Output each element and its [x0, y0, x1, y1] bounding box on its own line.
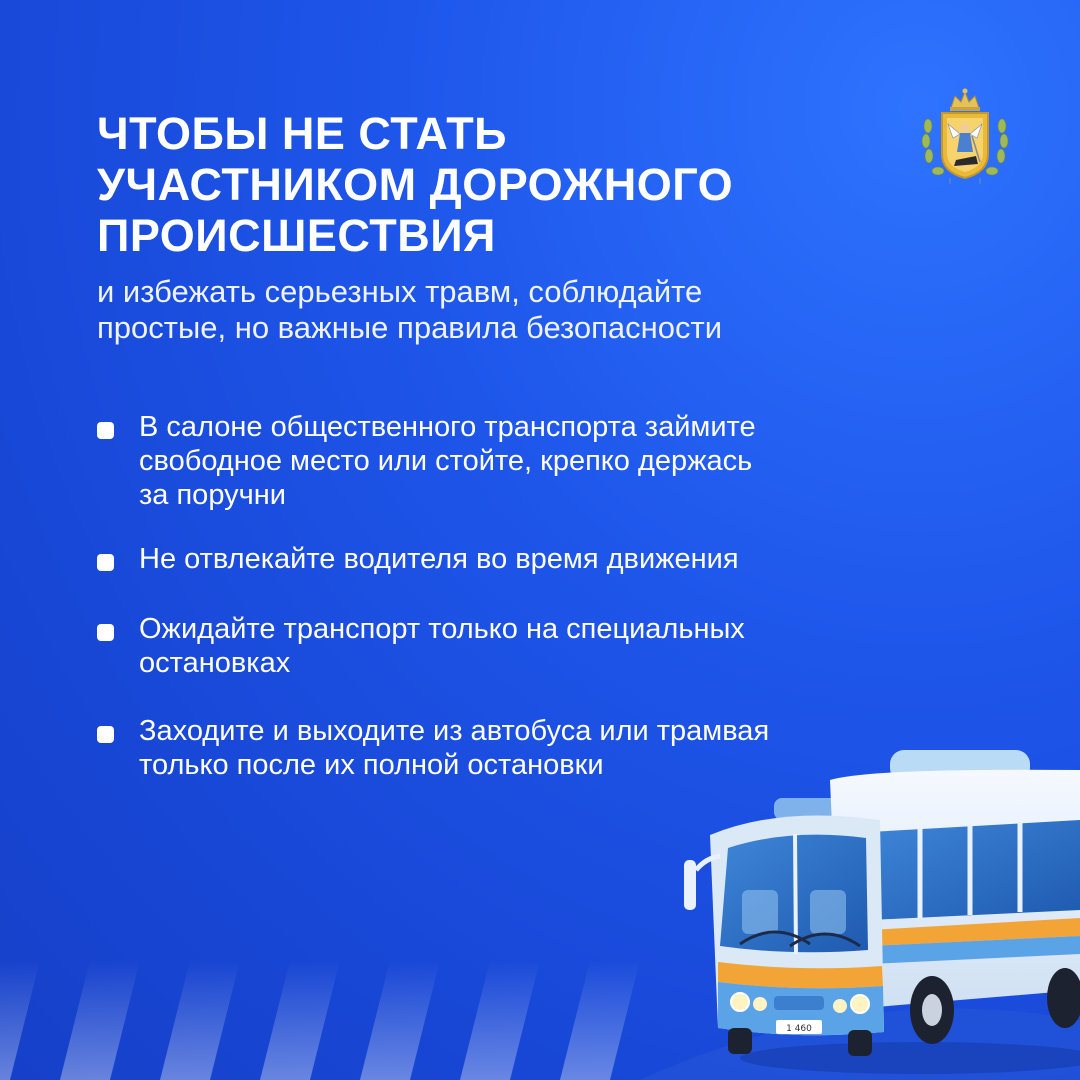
title-line-2: УЧАСТНИКОМ ДОРОЖНОГО: [97, 159, 734, 210]
rule-line: Ожидайте транспорт только на специальных: [139, 613, 745, 645]
subtitle: [97, 274, 897, 346]
subtitle-line-1: и избежать серьезных травм, соблюдайте: [97, 274, 703, 309]
bus-illustration-icon: [670, 740, 1080, 1080]
rule-text: [139, 542, 899, 576]
rule-line: остановках: [139, 647, 291, 679]
bullet-icon: [97, 726, 114, 743]
rule-line: В салоне общественного транспорта займите: [139, 411, 756, 443]
rule-line: Заходите и выходите из автобуса или трамвая: [139, 715, 770, 747]
subtitle-line-2: простые, но важные правила безопасности: [97, 310, 723, 345]
bullet-icon: [97, 624, 114, 641]
title-line-1: ЧТОБЫ НЕ СТАТЬ: [97, 108, 508, 159]
rule-line: свободное место или стойте, крепко держась: [139, 445, 753, 477]
title-line-3: ПРОИСШЕСТВИЯ: [97, 210, 496, 261]
bullet-icon: [97, 422, 114, 439]
rule-text: [139, 612, 899, 680]
page-title: [97, 108, 857, 261]
rule-line: за поручни: [139, 479, 286, 511]
rule-line: только после их полной остановки: [139, 749, 604, 781]
license-plate: 1 460: [786, 1024, 812, 1034]
bullet-icon: [97, 554, 114, 571]
coat-of-arms-icon: [920, 86, 1010, 186]
rule-line: Не отвлекайте водителя во время движения: [139, 543, 739, 575]
rule-text: [139, 410, 899, 512]
